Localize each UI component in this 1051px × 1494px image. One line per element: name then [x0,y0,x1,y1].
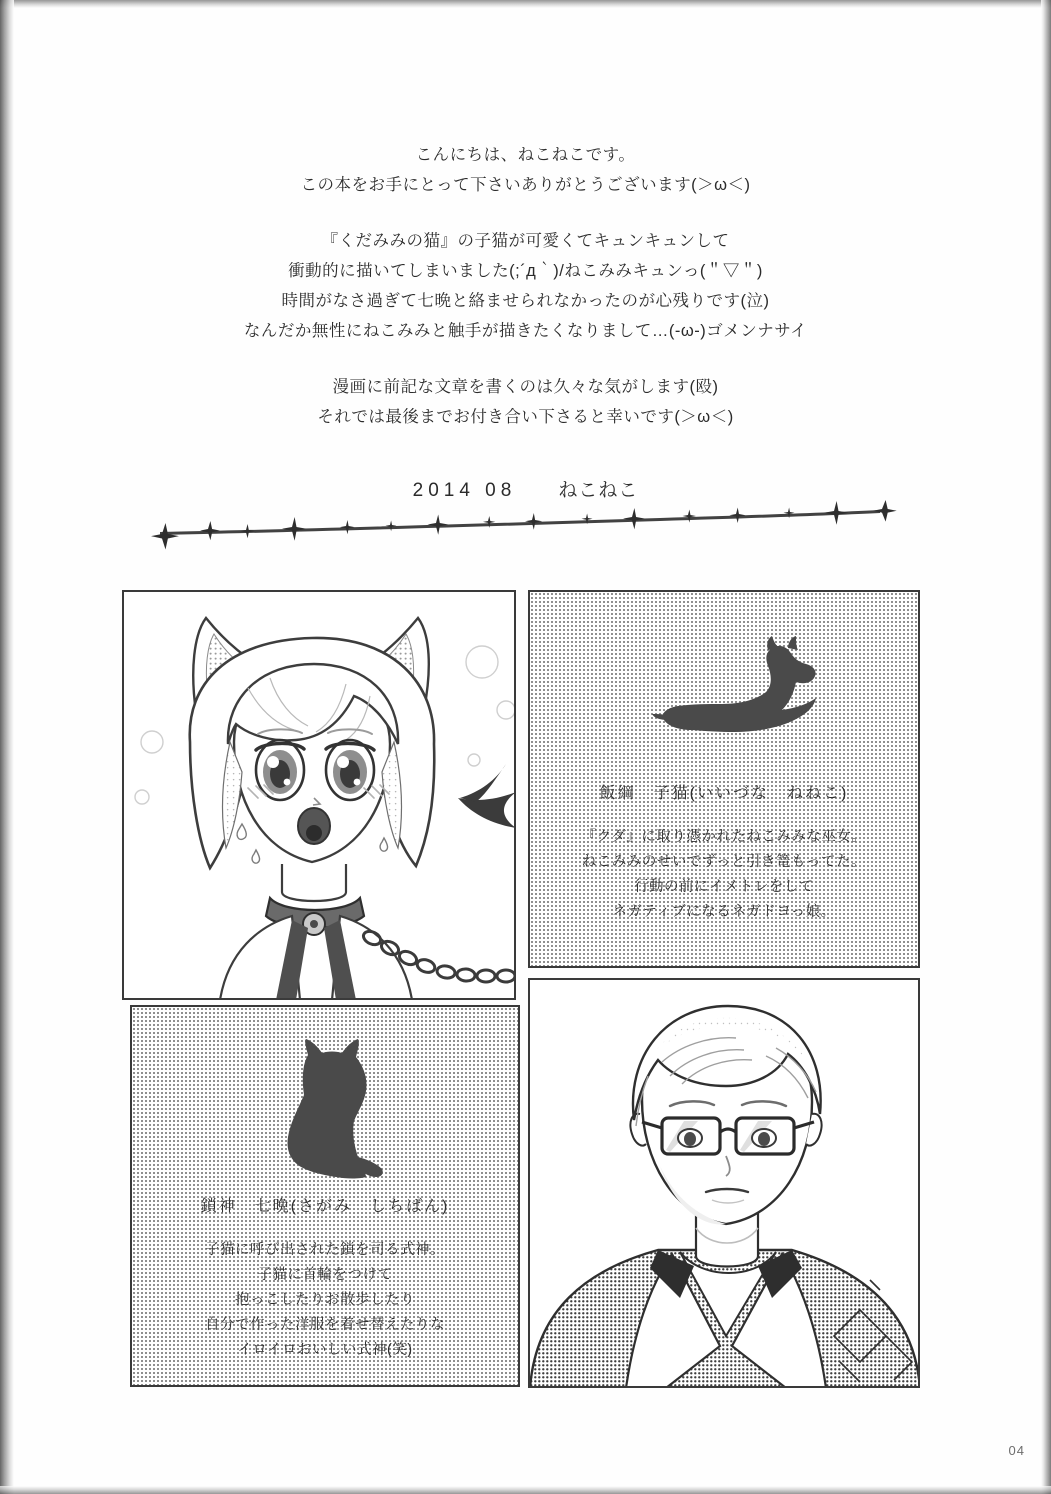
shichiban-description [132,1238,518,1363]
afterword-body-line-3: 時間がなさ過ぎて七晩と絡ませられなかったのが心残りです(泣) [281,292,770,310]
shichiban-description-line-3: 抱っこしたりお散歩したり [235,1292,415,1308]
afterword-body-line-2: 衝動的に描いてしまいました(;´д｀)/ねこみみキュンっ(＂▽＂) [288,262,763,280]
afterword-greeting-line-1: こんにちは、ねこねこです。 [415,146,636,164]
afterword-body-line-1: 『くだみみの猫』の子猫が可愛くてキュンキュンして [321,232,730,250]
afterword-greeting-line-2: この本をお手にとって下さいありがとうございます(＞ω＜) [300,176,751,194]
shichiban-character-name: 鎖神 七晩(さがみ しちばん) [200,1198,450,1215]
koneko-description-line-3: 行動の前にイメトレをして [634,879,814,895]
signature-date: 2014 08 [412,480,517,501]
koneko-profile-text [530,780,918,925]
page-number: 04 [1008,1443,1025,1458]
sitting-cat-silhouette-icon [262,1037,392,1187]
cat-ear-girl-illustration-panel [122,590,516,1000]
koneko-description-line-4: ネガティブになるネガドヨっ娘。 [612,904,836,920]
afterword-closing-line-2: それでは最後までお付き合い下さると幸いです(＞ω＜) [317,408,734,426]
glasses-man-drawing [530,980,920,1388]
afterword-body-line-4: なんだか無性にねこみみと触手が描きたくなりまして…(-ω-)ゴメンナサイ [243,322,808,340]
signature-name: ねこねこ [558,480,639,501]
lying-cat-silhouette-icon [648,634,828,754]
shichiban-description-line-4: 自分で作った洋服を着せ替えたりな [205,1317,445,1333]
koneko-description [530,825,918,925]
shichiban-description-line-1: 子猫に呼び出された鎖を司る式神。 [205,1242,445,1258]
koneko-description-line-2: ねこみみのせいでずっと引き篭もってた。 [581,854,867,870]
cat-ear-girl-drawing [124,592,516,1000]
koneko-character-profile-panel [528,590,920,968]
koneko-character-name: 飯綱 子猫(いいづな ねねこ) [599,785,849,802]
koneko-description-line-1: 『クダ』に取り憑かれたねこみみな巫女。 [581,829,867,845]
glasses-man-illustration-panel [528,978,920,1388]
afterword-closing-line-1: 漫画に前記な文章を書くのは久々な気がします(殴) [332,378,719,396]
shichiban-character-profile-panel [130,1005,520,1387]
shichiban-description-line-2: 子猫に首輪をつけて [257,1267,393,1283]
shichiban-description-line-5: イロイロおいしい式神(笑) [237,1342,413,1358]
shichiban-profile-text [132,1193,518,1363]
